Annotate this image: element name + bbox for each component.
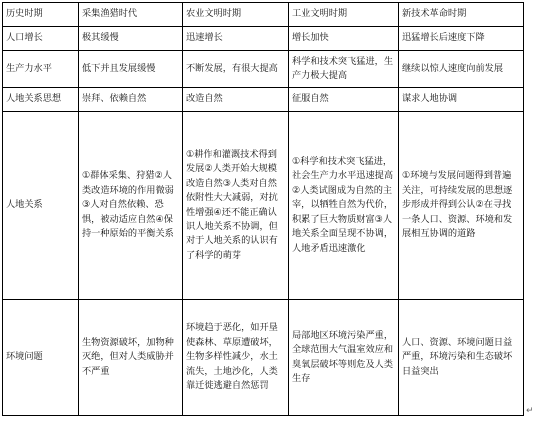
table-row bbox=[3, 51, 524, 88]
table-header-row bbox=[3, 3, 524, 27]
table-cell: 增长加快 bbox=[289, 27, 399, 51]
table-cell: 不断发展，有很大提高 bbox=[183, 51, 289, 88]
table-row bbox=[3, 300, 524, 416]
table-cell: 改造自然 bbox=[183, 88, 289, 112]
header-cell: 农业文明时期 bbox=[183, 3, 289, 27]
row-label: 人口增长 bbox=[3, 27, 79, 51]
table-cell: ①群体采集、狩猎②人类改造环境的作用微弱③人对自然依赖、恐惧，被动适应自然④保持一种原始的平衡关系 bbox=[79, 112, 183, 300]
row-label: 人地关系思想 bbox=[3, 88, 79, 112]
table-cell: 崇拜、依赖自然 bbox=[79, 88, 183, 112]
table-cell: 人口、资源、环境问题日益严重，环境污染和生态破坏日益突出 bbox=[399, 300, 524, 416]
table-cell: ①耕作和灌溉技术得到发展②人类开始大规模改造自然③人类对自然依附性大大减弱，对抗性增强④还不能正确认识人地关系不协调，但对于人地关系的认识有了科学的萌芽 bbox=[183, 112, 289, 300]
header-cell: 采集渔猎时代 bbox=[79, 3, 183, 27]
table-cell: 科学和技术突飞猛进，生产力极大提高 bbox=[289, 51, 399, 88]
table-cell: 局部地区环境污染严重，全球范围大气温室效应和臭氧层破坏等则危及人类生存 bbox=[289, 300, 399, 416]
header-cell: 工业文明时期 bbox=[289, 3, 399, 27]
table-cell: ①科学和技术突飞猛进，社会生产力水平迅速提高②人类试图成为自然的主宰，以牺牲自然为代价，积累了巨大物质财富③人地关系全面呈现不协调，人地矛盾迅速激化 bbox=[289, 112, 399, 300]
table-cell: 继续以惊人速度向前发展 bbox=[399, 51, 524, 88]
table-row bbox=[3, 27, 524, 51]
table-cell: 征服自然 bbox=[289, 88, 399, 112]
history-comparison-table bbox=[2, 2, 524, 416]
table-row bbox=[3, 88, 524, 112]
table-cell: ①环境与发展问题得到普遍关注，可持续发展的思想逐步形成并得到公认②在寻找一条人口、资源、环境和发展相互协调的道路 bbox=[399, 112, 524, 300]
table-cell: 环境趋于恶化，如开垦使森林、草原遭破坏，生物多样性减少，水土流失，土地沙化，人类靠迁徙逃避自然惩罚 bbox=[183, 300, 289, 416]
row-label: 人地关系 bbox=[3, 112, 79, 300]
table-cell: 低下并且发展缓慢 bbox=[79, 51, 183, 88]
paragraph-mark: ↵ bbox=[526, 406, 534, 416]
table-cell: 迅猛增长后速度下降 bbox=[399, 27, 524, 51]
table-cell: 极其缓慢 bbox=[79, 27, 183, 51]
table-cell: 迅速增长 bbox=[183, 27, 289, 51]
header-cell: 历史时期 bbox=[3, 3, 79, 27]
table-row bbox=[3, 112, 524, 300]
row-label: 生产力水平 bbox=[3, 51, 79, 88]
row-label: 环境问题 bbox=[3, 300, 79, 416]
table-cell: 生物资源破坏，加物种灭绝，但对人类威胁并不严重 bbox=[79, 300, 183, 416]
header-cell: 新技术革命时期 bbox=[399, 3, 524, 27]
table-cell: 谋求人地协调 bbox=[399, 88, 524, 112]
